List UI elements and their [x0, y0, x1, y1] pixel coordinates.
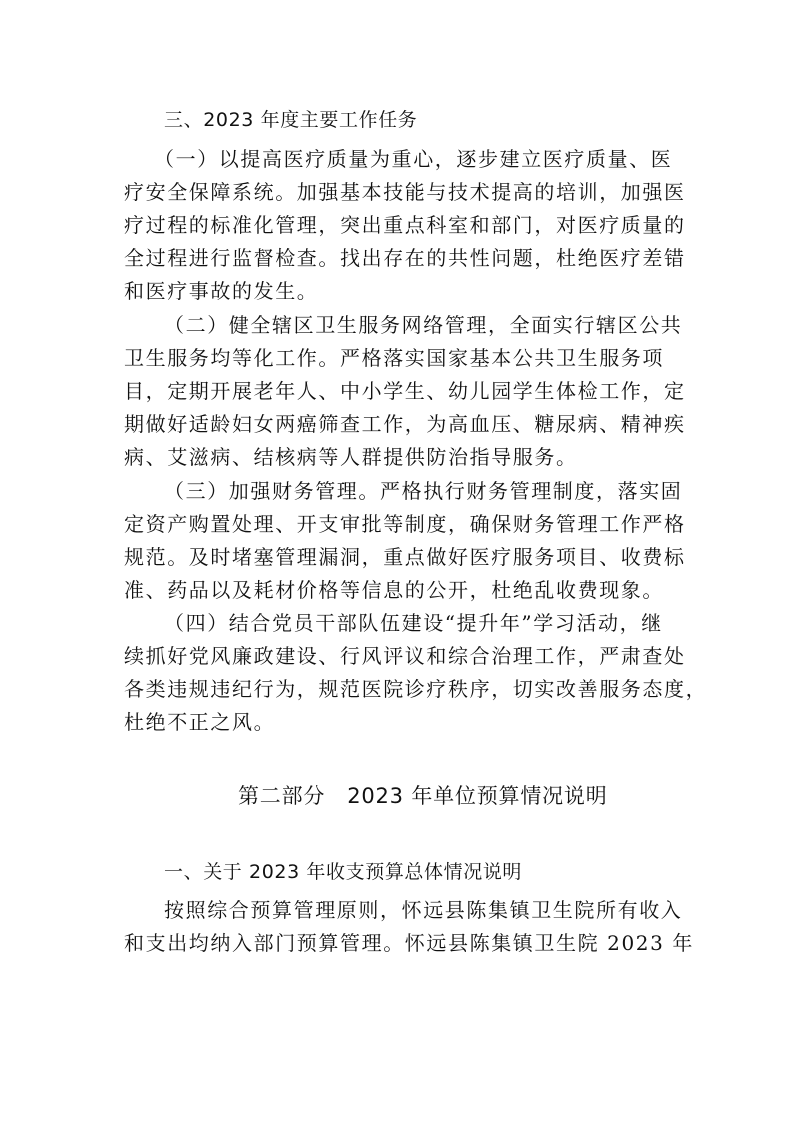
- item3-line-4: 准、药品以及耗材价格等信息的公开，杜绝乱收费现象。: [124, 578, 664, 602]
- item1-line-1: （一）以提高医疗质量为重心，逐步建立医疗质量、医: [154, 147, 673, 171]
- part-two-title: [238, 784, 608, 808]
- item2-line-1: （二）健全辖区卫生服务网络管理，全面实行辖区公共: [164, 313, 683, 337]
- section-three-heading: 三、2023 年度主要工作任务: [164, 109, 418, 131]
- part-two-section-one-heading: 一、关于 2023 年收支预算总体情况说明: [164, 861, 523, 883]
- item4-line-1: （四）结合党员干部队伍建设“提升年”学习活动，继: [164, 611, 663, 635]
- item2-line-5: 病、艾滋病、结核病等人群提供防治指导服务。: [124, 445, 578, 469]
- item1-line-5: 和医疗事故的发生。: [124, 279, 319, 303]
- item2-line-2: 卫生服务均等化工作。严格落实国家基本公共卫生服务项: [124, 346, 664, 370]
- item4-line-3: 各类违规违纪行为，规范医院诊疗秩序，切实改善服务态度，: [124, 677, 708, 701]
- item2-line-3: 目，定期开展老年人、中小学生、幼儿园学生体检工作，定: [124, 379, 686, 403]
- item2-line-4: 期做好适龄妇女两癌筛查工作，为高血压、糖尿病、精神疾: [124, 412, 686, 436]
- item1-line-3: 疗过程的标准化管理，突出重点科室和部门，对医疗质量的: [124, 213, 686, 237]
- item4-line-4: 杜绝不正之风。: [124, 710, 276, 734]
- item3-line-3: 规范。及时堵塞管理漏洞，重点做好医疗服务项目、收费标: [124, 545, 686, 569]
- item1-line-4: 全过程进行监督检查。找出存在的共性问题，杜绝医疗差错: [124, 246, 686, 270]
- item3-line-1: （三）加强财务管理。严格执行财务管理制度，落实固: [164, 479, 683, 503]
- budget-paragraph-line-1: 按照综合预算管理原则，怀远县陈集镇卫生院所有收入: [164, 898, 683, 922]
- part-two-subtitle: 2023 年单位预算情况说明: [347, 784, 608, 808]
- item4-line-2: 续抓好党风廉政建设、行风评议和综合治理工作，严肃查处: [124, 644, 686, 668]
- item3-line-2: 定资产购置处理、开支审批等制度，确保财务管理工作严格: [124, 512, 686, 536]
- item1-line-2: 疗安全保障系统。加强基本技能与技术提高的培训，加强医: [124, 180, 686, 204]
- budget-paragraph-line-2: 和支出均纳入部门预算管理。怀远县陈集镇卫生院 2023 年: [124, 931, 695, 955]
- part-two-label: 第二部分: [238, 784, 326, 808]
